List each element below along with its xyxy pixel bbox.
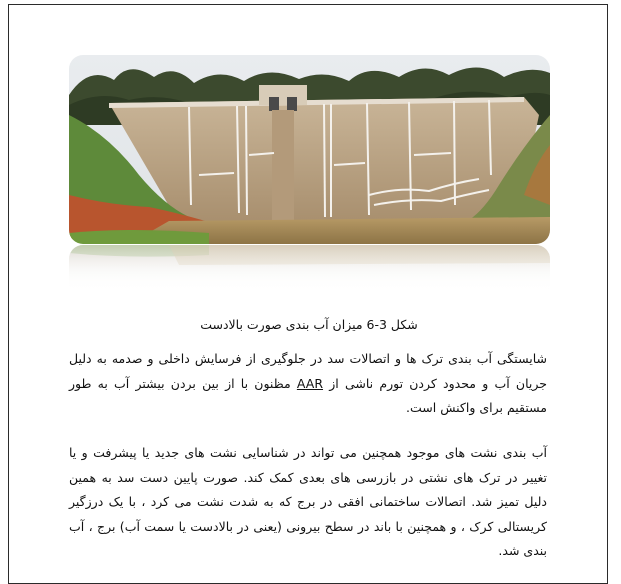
paragraph-text: مظنون با از بین بردن بیشتر آب به طور مستقیم برای واکنش است. [69, 375, 547, 415]
paragraph-text: شایستگی آب بندی ترک ها و اتصالات سد در جلوگیری از فرسایش داخلی و صدمه به دلیل جریان آب و محدود کردن تورم ناشی از [69, 351, 547, 391]
paragraph-leak-sealing: آب بندی نشت های موجود همچنین می تواند در شناسایی نشت های جدید یا پیشرفت و یا تغییر در ترک های نشتی در بازرسی های بعدی کمک کند. صورت پایین دست سد به همین دلیل تمیز شد. اتصالات ساختمانی افقی در برج که به شدت نشت می کرد ، با یک درزگیر کریستالی کرک ، و همچنین با باند در سطح بیرونی (یعنی در بالادست یا سمت آب) برج ، آب بندی شد. [69, 445, 547, 558]
photo-reflection [69, 245, 550, 297]
aar-term: AAR [296, 375, 324, 391]
dam-photo [69, 55, 550, 244]
document-page [8, 4, 608, 584]
figure-caption: شکل 3-6 میزان آب بندی صورت بالادست [200, 317, 418, 332]
paragraph-sealing-capability [69, 347, 547, 421]
